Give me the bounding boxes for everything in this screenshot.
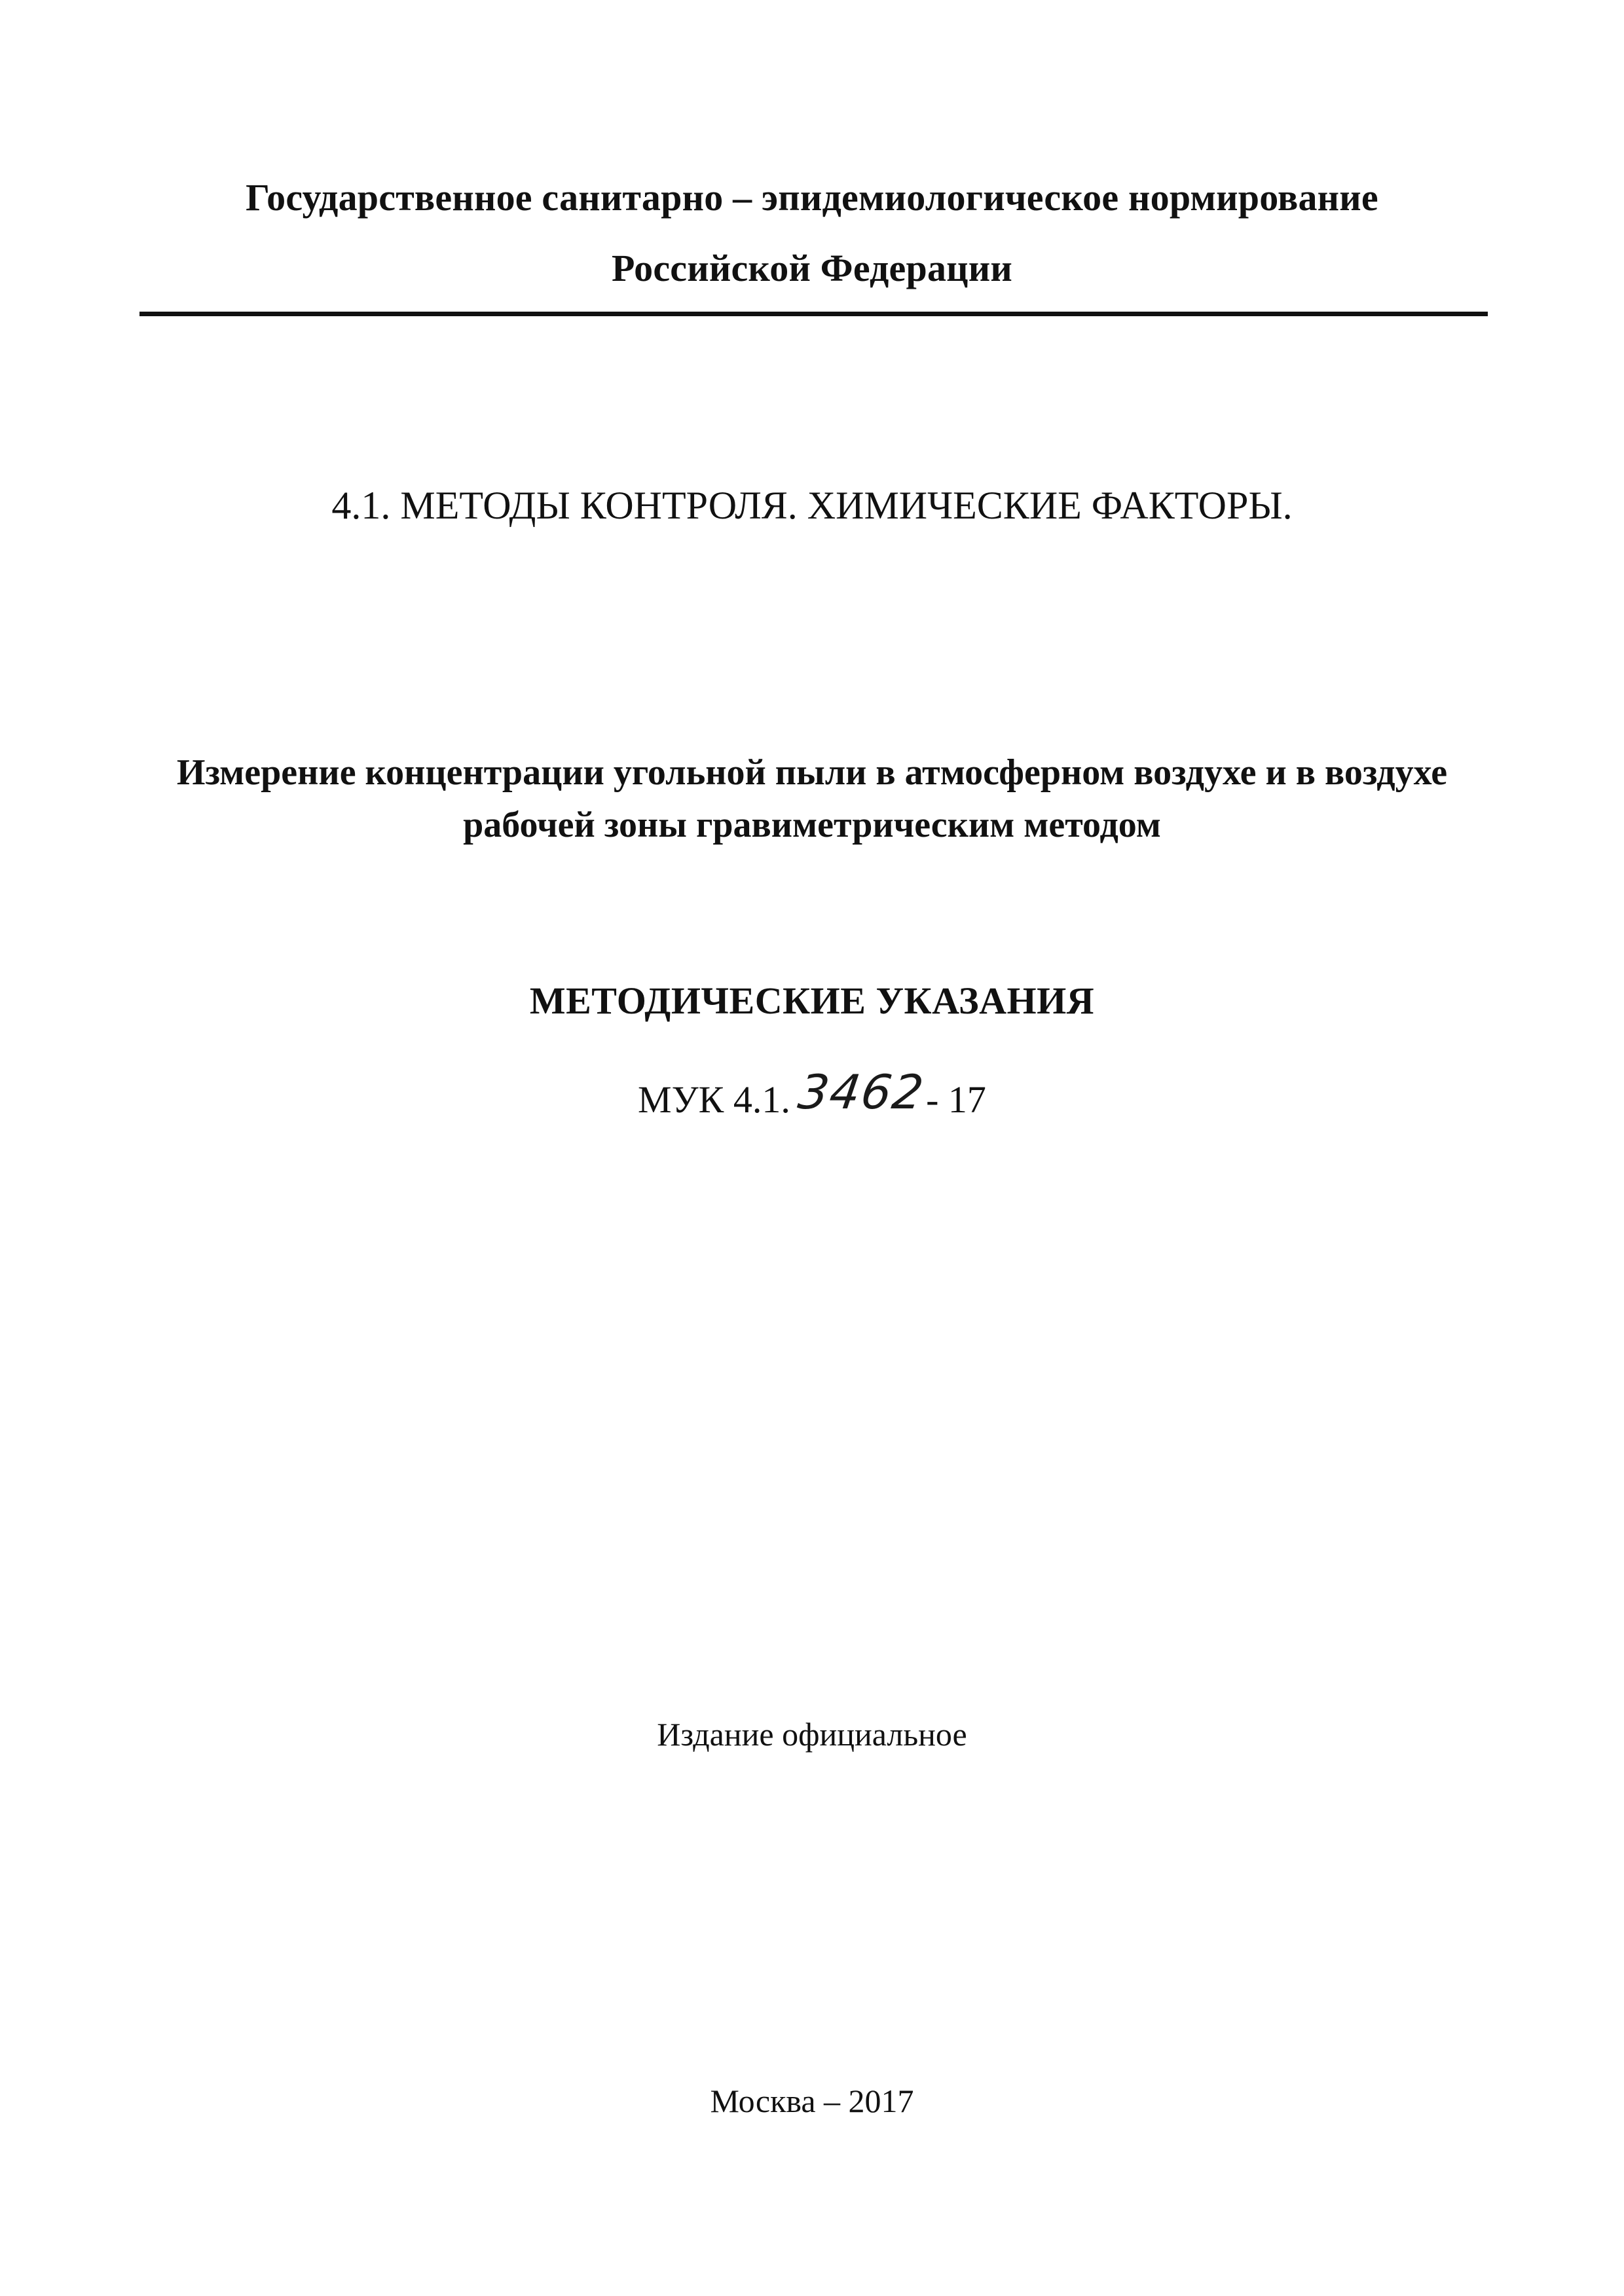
- document-type: МЕТОДИЧЕСКИЕ УКАЗАНИЯ: [529, 979, 1095, 1022]
- document-number-suffix: - 17: [926, 1078, 986, 1121]
- document-number-prefix: МУК 4.1.: [638, 1078, 790, 1121]
- document-title-line-2: рабочей зоны гравиметрическим методом: [463, 805, 1161, 845]
- edition-note: Издание официальное: [657, 1716, 967, 1753]
- header-authority-line: Государственное санитарно – эпидемиологическое нормирование: [246, 176, 1378, 219]
- section-heading: 4.1. МЕТОДЫ КОНТРОЛЯ. ХИМИЧЕСКИЕ ФАКТОРЫ.: [331, 484, 1293, 527]
- document-title-line-1: Измерение концентрации угольной пыли в атмосферном воздухе и в воздухе: [176, 752, 1448, 793]
- header-divider: [139, 312, 1488, 316]
- document-number-handwritten: 3462: [794, 1065, 928, 1120]
- header-country-line: Российской Федерации: [611, 247, 1012, 289]
- document-number: [0, 1065, 1624, 1123]
- city-year: Москва – 2017: [710, 2083, 914, 2119]
